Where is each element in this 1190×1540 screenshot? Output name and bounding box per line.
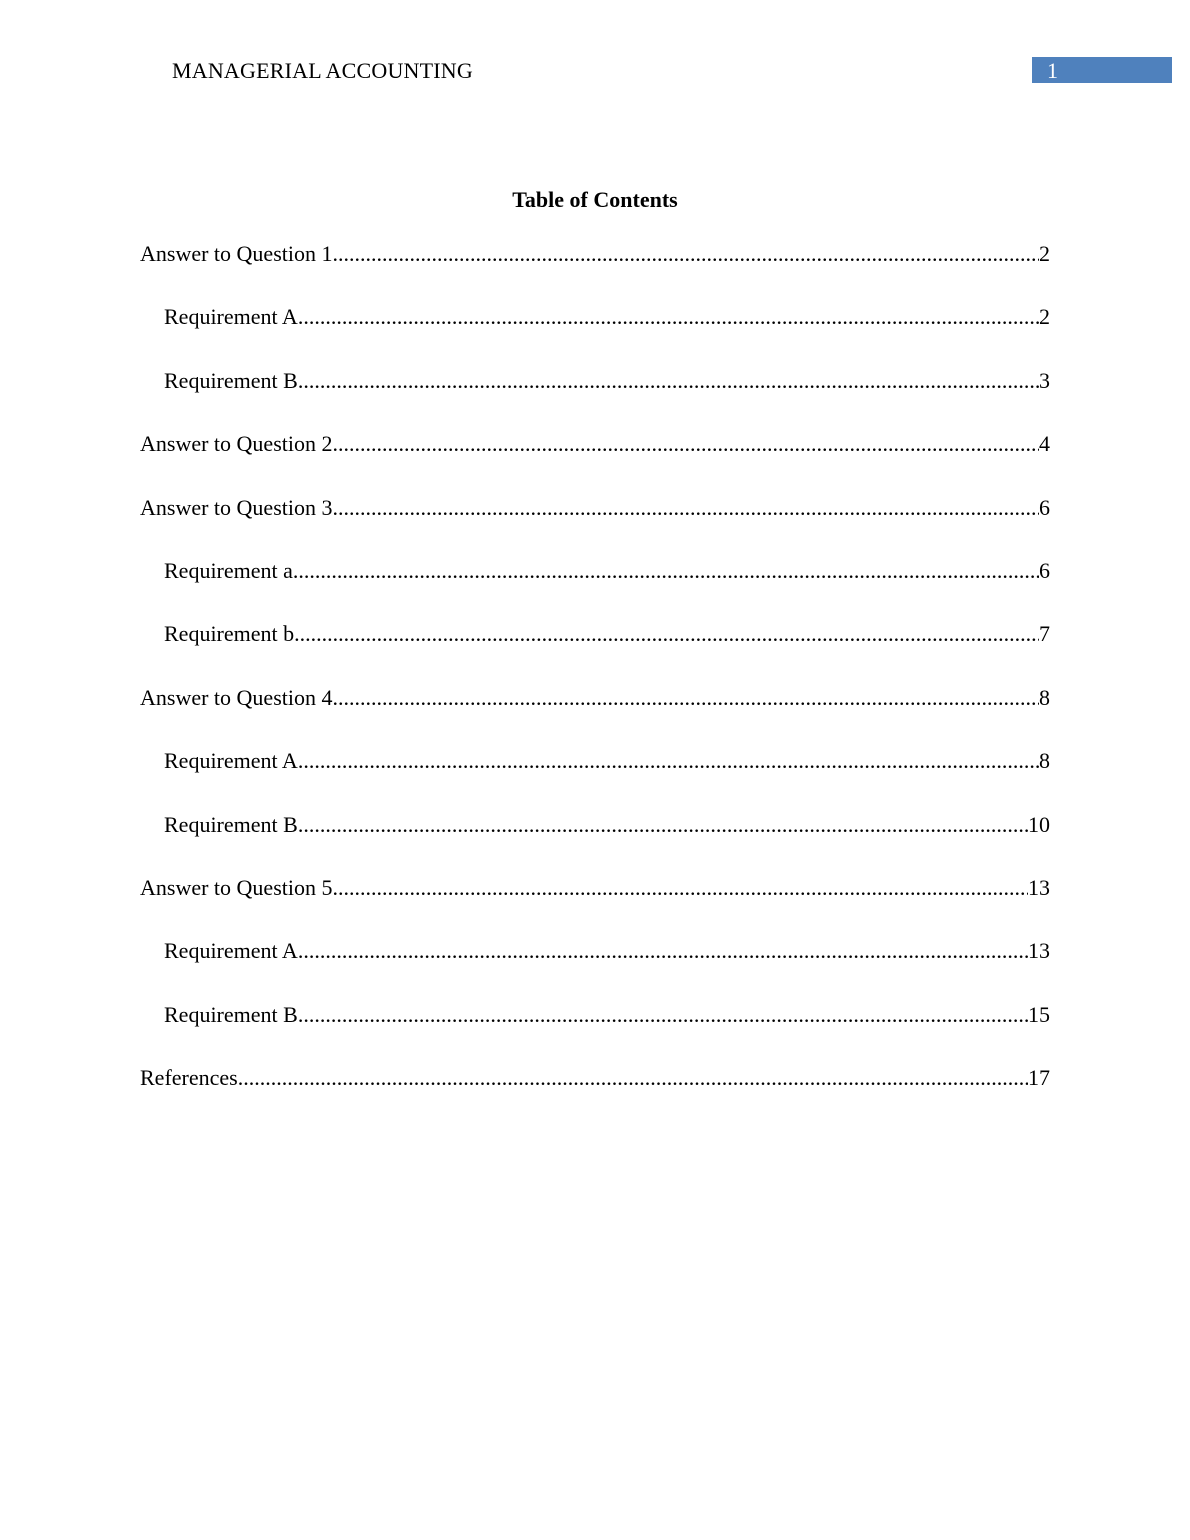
dot-leader (238, 1064, 1028, 1092)
toc-entry-label: Requirement b (164, 621, 295, 647)
toc-entry-q3-requirement-b[interactable] (140, 620, 1050, 683)
toc-entry-q1-requirement-a[interactable] (140, 303, 1050, 366)
toc-entry-label: Requirement B (164, 811, 298, 837)
toc-entry-answer-5[interactable] (140, 874, 1050, 937)
toc-entry-page: 13 (1028, 938, 1050, 964)
toc-entry-label: Answer to Question 1 (140, 241, 333, 266)
toc-entry-page: 17 (1028, 1065, 1050, 1091)
toc-entry-q3-requirement-a[interactable] (140, 557, 1050, 620)
toc-entry-answer-4[interactable] (140, 684, 1050, 747)
toc-entry-page: 8 (1039, 748, 1050, 774)
dot-leader (332, 684, 1039, 712)
table-of-contents (140, 240, 1050, 1127)
toc-entry-label: Answer to Question 2 (140, 431, 333, 457)
toc-heading: Table of Contents (512, 187, 678, 212)
toc-entry-label: References (140, 1065, 238, 1091)
toc-entry-page: 4 (1039, 431, 1050, 457)
toc-entry-answer-3[interactable] (140, 494, 1050, 557)
dot-leader (298, 1001, 1028, 1029)
toc-entry-page: 8 (1039, 684, 1050, 710)
dot-leader (332, 874, 1028, 902)
toc-entry-label: Requirement A (164, 938, 298, 964)
page-number-box (1032, 57, 1172, 83)
toc-entry-answer-2[interactable] (140, 430, 1050, 493)
dot-leader (332, 240, 1039, 268)
toc-entry-page: 2 (1039, 304, 1050, 330)
dot-leader (298, 747, 1039, 775)
toc-entry-label: Answer to Question 4 (140, 684, 333, 710)
toc-entry-page: 13 (1028, 874, 1050, 900)
toc-entry-references[interactable] (140, 1064, 1050, 1127)
toc-entry-q1-requirement-b[interactable] (140, 367, 1050, 430)
page-number: 1 (1047, 58, 1058, 83)
toc-entry-label: Requirement A (164, 748, 298, 774)
dot-leader (298, 303, 1039, 331)
toc-entry-label: Requirement B (164, 367, 298, 393)
toc-entry-label: Requirement a (164, 557, 293, 583)
toc-entry-page: 2 (1039, 241, 1050, 266)
toc-entry-page: 6 (1039, 494, 1050, 520)
dot-leader (298, 937, 1028, 965)
dot-leader (294, 620, 1039, 648)
toc-entry-q5-requirement-a[interactable] (140, 937, 1050, 1000)
dot-leader (298, 367, 1039, 395)
toc-entry-page: 15 (1028, 1001, 1050, 1027)
toc-entry-q4-requirement-b[interactable] (140, 811, 1050, 874)
toc-entry-label: Requirement A (164, 304, 298, 330)
toc-entry-page: 3 (1039, 367, 1050, 393)
dot-leader (332, 430, 1039, 458)
dot-leader (293, 557, 1039, 585)
toc-entry-q4-requirement-a[interactable] (140, 747, 1050, 810)
toc-entry-page: 6 (1039, 557, 1050, 583)
toc-entry-page: 7 (1039, 621, 1050, 647)
toc-entry-label: Answer to Question 3 (140, 494, 333, 520)
toc-entry-q5-requirement-b[interactable] (140, 1001, 1050, 1064)
dot-leader (298, 811, 1028, 839)
toc-entry-label: Answer to Question 5 (140, 874, 333, 900)
toc-entry-answer-1[interactable] (140, 240, 1050, 303)
toc-entry-label: Requirement B (164, 1001, 298, 1027)
toc-entry-page: 10 (1028, 811, 1050, 837)
dot-leader (332, 494, 1039, 522)
running-header-title: MANAGERIAL ACCOUNTING (172, 58, 473, 83)
